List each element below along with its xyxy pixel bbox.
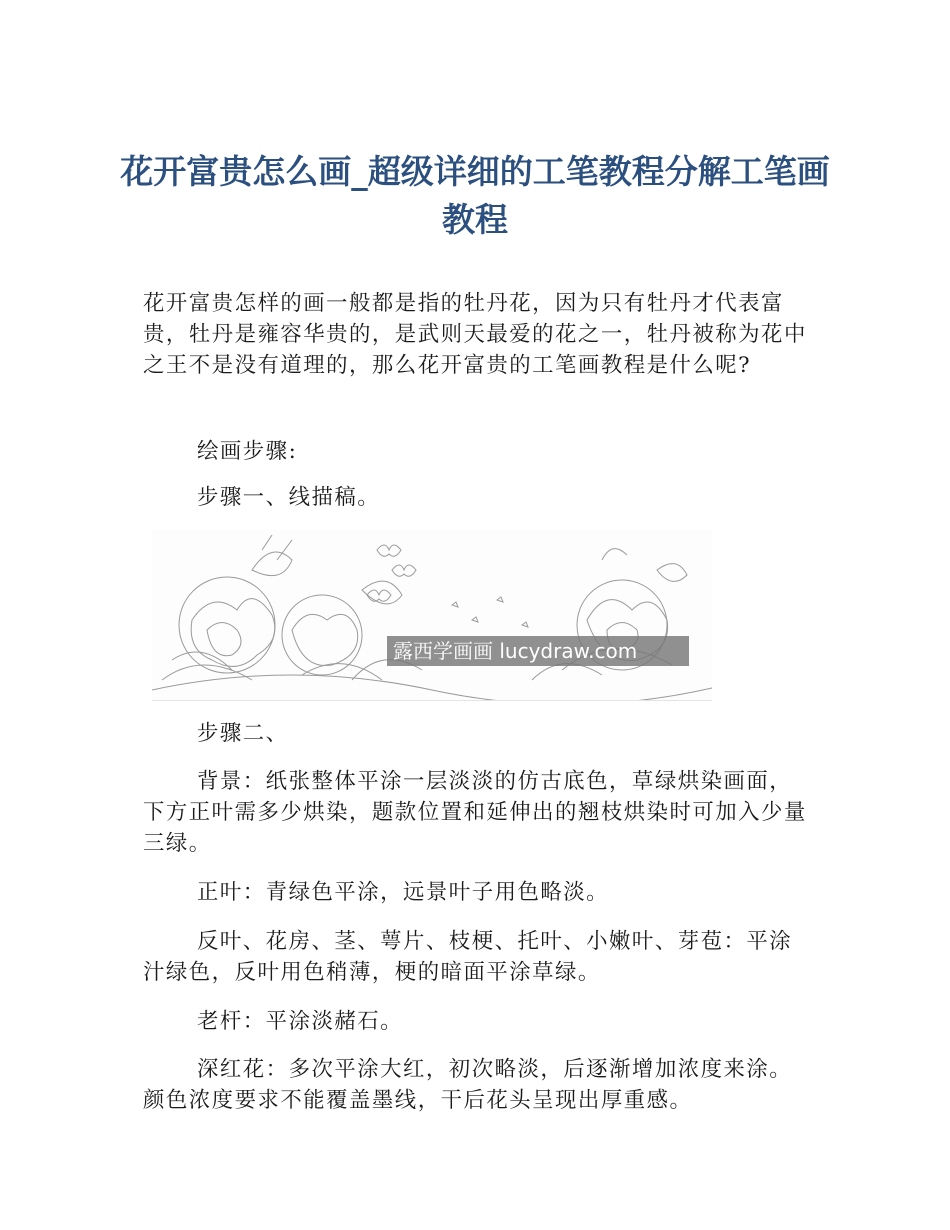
paragraph-front-leaf: 正叶：青绿色平涂，远景叶子用色略淡。 — [197, 880, 610, 905]
peony-line-sketch — [152, 530, 712, 700]
page-title: 花开富贵怎么画_超级详细的工笔教程分解工笔画教程 — [120, 152, 830, 239]
watermark-banner: 露西学画画 lucydraw.com — [387, 636, 689, 666]
intro-paragraph: 花开富贵怎样的画一般都是指的牡丹花，因为只有牡丹才代表富贵，牡丹是雍容华贵的，是武则天最爱的花之一，牡丹被称为花中之王不是没有道理的，那么花开富贵的工笔画教程是什么呢? — [143, 291, 807, 378]
paragraph-background: 背景：纸张整体平涂一层淡淡的仿古底色，草绿烘染画面，下方正叶需多少烘染，题款位置和延伸出的翘枝烘染时可加入少量三绿。 — [143, 769, 807, 856]
paragraph-old-stem: 老杆：平涂淡赭石。 — [197, 1009, 404, 1034]
paragraph-back-leaf: 反叶、花房、茎、萼片、枝梗、托叶、小嫩叶、芽苞：平涂汁绿色，反叶用色稍薄，梗的暗面平涂草绿。 — [143, 929, 793, 985]
step-one-label: 步骤一、线描稿。 — [197, 485, 381, 510]
step-two-label: 步骤二、 — [197, 721, 289, 746]
line-drawing-image — [152, 530, 712, 701]
steps-heading: 绘画步骤: — [197, 439, 298, 464]
paragraph-deep-red-flower: 深红花：多次平涂大红，初次略淡，后逐渐增加浓度来涂。颜色浓度要求不能覆盖墨线，干后花头呈现出厚重感。 — [143, 1057, 793, 1113]
